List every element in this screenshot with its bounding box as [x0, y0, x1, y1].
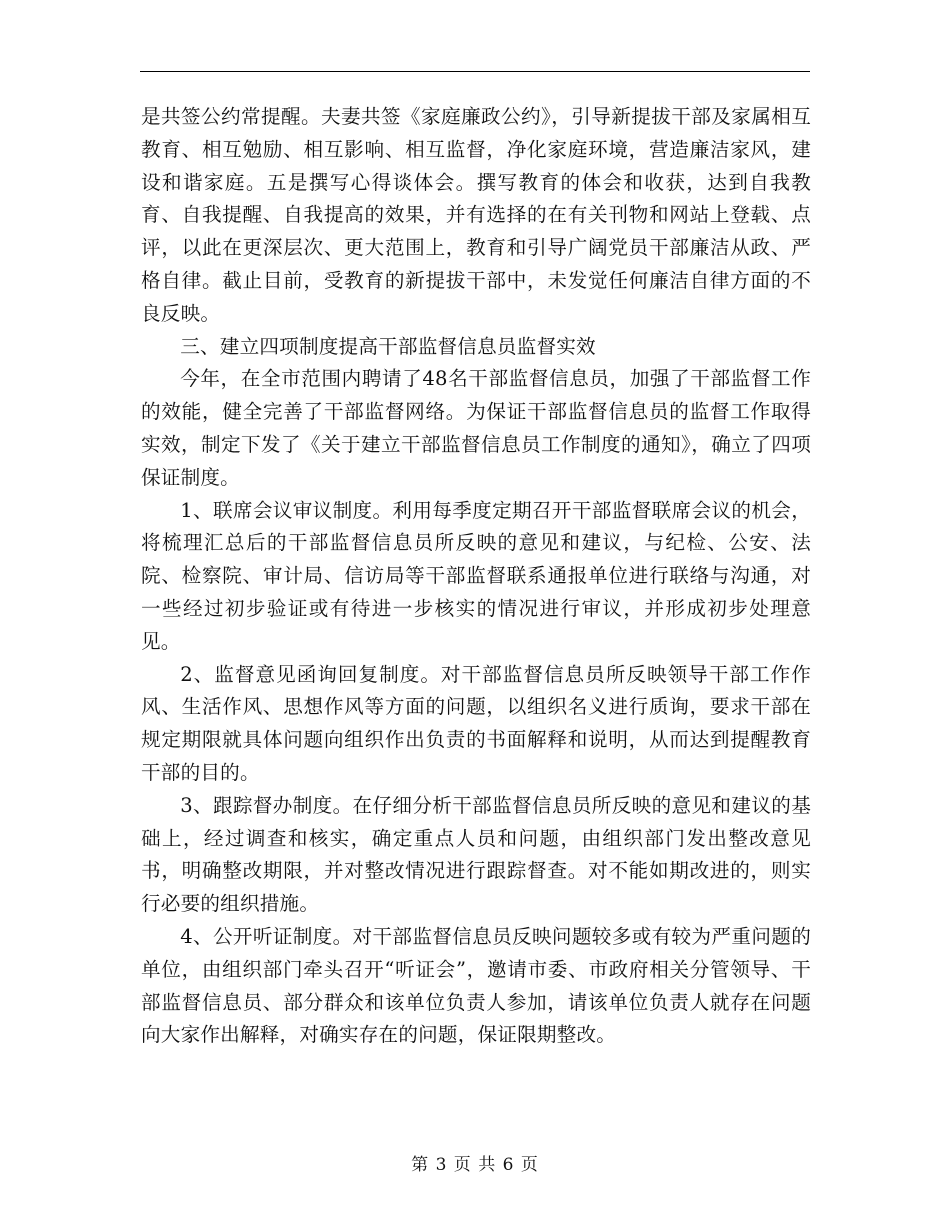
header-rule	[140, 71, 810, 72]
paragraph-item-3: 3、跟踪督办制度。在仔细分析干部监督信息员所反映的意见和建议的基础上，经过调查和核实，确定重点人员和问题，由组织部门发出整改意见书，明确整改期限，并对整改情况进行跟踪督查。对不能如期改进的，则实行必要的组织措施。	[141, 793, 811, 916]
section-heading: 三、建立四项制度提高干部监督信息员监督实效	[180, 334, 596, 358]
paragraph-item-4: 4、公开听证制度。对干部监督信息员反映问题较多或有较为严重问题的单位，由组织部门牵头召开“听证会”，邀请市委、市政府相关分管领导、干部监督信息员、部分群众和该单位负责人参加，请该单位负责人就存在问题向大家作出解释，对确实存在的问题，保证限期整改。	[141, 924, 811, 1047]
paragraph-item-1: 1、联席会议审议制度。利用每季度定期召开干部监督联席会议的机会，将梳理汇总后的干部监督信息员所反映的意见和建议，与纪检、公安、法院、检察院、审计局、信访局等干部监督联系通报单位进行联络与沟通，对一些经过初步验证或有待进一步核实的情况进行审议，并形成初步处理意见。	[141, 498, 811, 653]
paragraph-intro: 今年，在全市范围内聘请了48名干部监督信息员，加强了干部监督工作的效能，健全完善了干部监督网络。为保证干部监督信息员的监督工作取得实效，制定下发了《关于建立干部监督信息员工作制度的通知》，确立了四项保证制度。	[141, 367, 811, 489]
page-number-footer: 第 3 页 共 6 页	[411, 1155, 539, 1175]
document-body	[141, 101, 811, 1052]
paragraph-continuation: 是共签公约常提醒。夫妻共签《家庭廉政公约》，引导新提拔干部及家属相互教育、相互勉励、相互影响、相互监督，净化家庭环境，营造廉洁家风，建设和谐家庭。五是撰写心得谈体会。撰写教育的体会和收获，达到自我教育、自我提醒、自我提高的效果，并有选择的在有关刊物和网站上登载、点评，以此在更深层次、更大范围上，教育和引导广阔党员干部廉洁从政、严格自律。截止目前，受教育的新提拔干部中，未发觉任何廉洁自律方面的不良反映。	[141, 105, 811, 325]
paragraph-item-2: 2、监督意见函询回复制度。对干部监督信息员所反映领导干部工作作风、生活作风、思想作风等方面的问题，以组织名义进行质询，要求干部在规定期限就具体问题向组织作出负责的书面解释和说明，从而达到提醒教育干部的目的。	[141, 662, 811, 784]
